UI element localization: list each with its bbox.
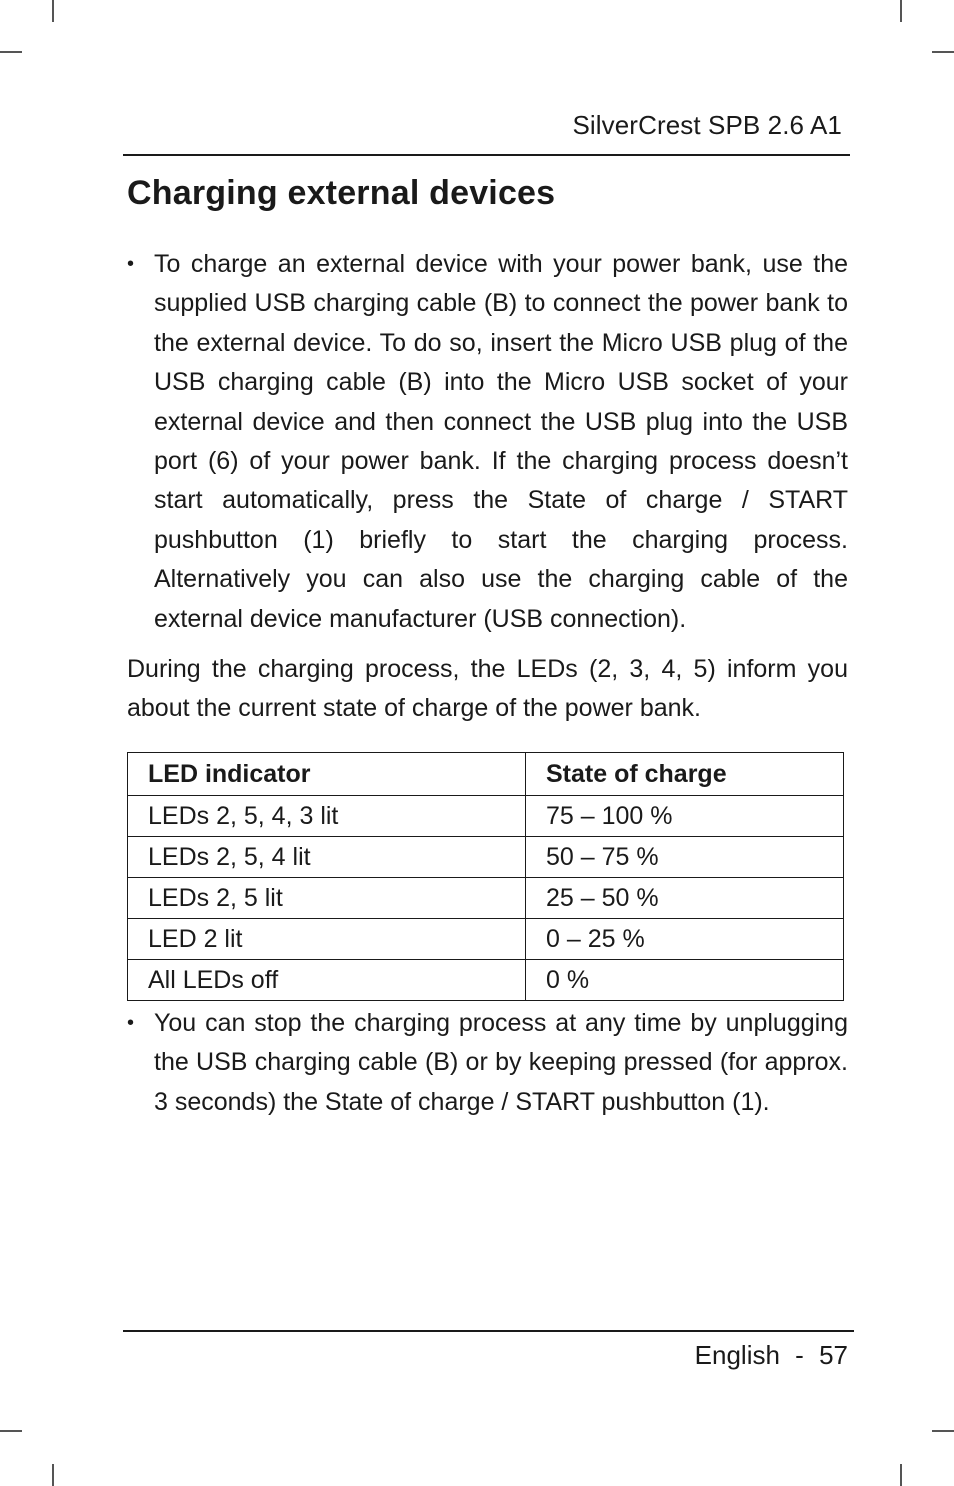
footer-rule — [123, 1330, 854, 1332]
crop-mark — [52, 0, 54, 22]
column-header-led-indicator: LED indicator — [128, 752, 526, 795]
table-cell: LEDs 2, 5 lit — [128, 877, 526, 918]
table-cell: 25 – 50 % — [526, 877, 844, 918]
page-number: 57 — [819, 1340, 848, 1370]
crop-mark — [900, 1464, 902, 1486]
table-row — [128, 836, 844, 877]
table-cell: LEDs 2, 5, 4 lit — [128, 836, 526, 877]
table-cell: 75 – 100 % — [526, 795, 844, 836]
crop-mark — [900, 0, 902, 22]
table-row — [128, 877, 844, 918]
crop-mark — [932, 51, 954, 53]
footer-separator: - — [795, 1340, 804, 1370]
bullet-item — [127, 245, 848, 639]
bullet-dot: • — [127, 253, 135, 275]
running-header: SilverCrest SPB 2.6 A1 — [572, 110, 842, 140]
crop-mark — [0, 51, 22, 53]
header-rule — [123, 154, 850, 156]
column-header-state-of-charge: State of charge — [526, 752, 844, 795]
table-cell: LED 2 lit — [128, 918, 526, 959]
page-body — [127, 245, 848, 1122]
bullet-item — [127, 1004, 848, 1122]
footer-language: English — [694, 1340, 780, 1370]
table-cell: All LEDs off — [128, 959, 526, 1000]
page-footer — [695, 1340, 848, 1371]
table-header-row — [128, 752, 844, 795]
crop-mark — [52, 1464, 54, 1486]
table-cell: LEDs 2, 5, 4, 3 lit — [128, 795, 526, 836]
table-row — [128, 959, 844, 1000]
crop-mark — [932, 1430, 954, 1432]
bullet-dot: • — [127, 1011, 135, 1034]
table-cell: 0 – 25 % — [526, 918, 844, 959]
table-row — [128, 795, 844, 836]
body-paragraph: During the charging process, the LEDs (2, 3, 4, 5) inform you about the current state of charge of the power bank. — [127, 655, 848, 723]
section-title: Charging external devices — [127, 174, 556, 212]
table-cell: 0 % — [526, 959, 844, 1000]
led-state-table — [127, 752, 844, 1001]
table-cell: 50 – 75 % — [526, 836, 844, 877]
bullet-text: You can stop the charging process at any time by unplugging the USB charging cable (B) or by keeping pressed (for approx. 3 seconds) the State of charge / START pushbutton (1). — [154, 1008, 848, 1116]
table-row — [128, 918, 844, 959]
crop-mark — [0, 1430, 22, 1432]
bullet-text: To charge an external device with your power bank, use the supplied USB charging cable (B) to connect the power bank to the external device. To do so, insert the Micro USB plug of the USB charging cable (B) into the Micro USB socket of your external device and then connect the USB plug into the USB port (6) of your power bank. If the charging process doesn’t start automatically, press the State of charge / START pushbutton (1) briefly to start the charging process. Alternatively you can also use the charging cable of the external device manufacturer (USB connection). — [154, 250, 848, 633]
